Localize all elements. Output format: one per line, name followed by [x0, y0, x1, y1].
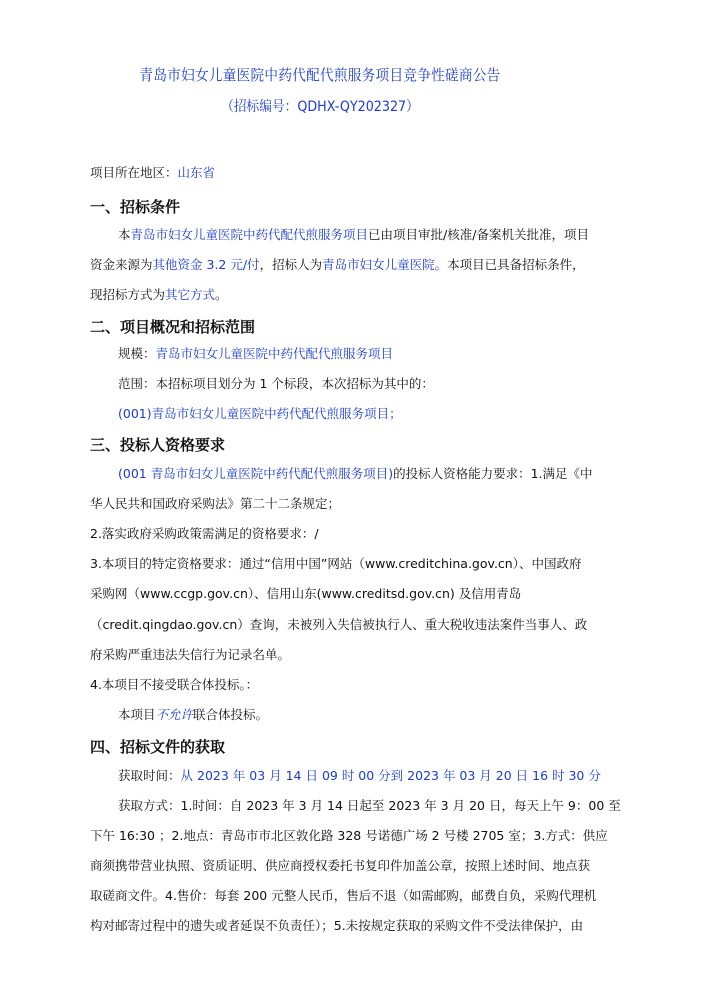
acquire-time-line: [118, 767, 601, 785]
section3-line-8: 4.本项目不接受联合体投标。：: [90, 677, 259, 692]
scope-line: 范围：本招标项目划分为 1 个标段，本次招标为其中的：: [118, 376, 434, 391]
scale-value: 青岛市妇女儿童医院中药代配代煎服务项目: [155, 346, 394, 361]
text-span: 本: [118, 227, 131, 242]
section1-line-3: [90, 286, 228, 304]
text-span: ，招标人为: [259, 257, 323, 272]
text-span: 。本项目已具备招标条件，: [434, 257, 585, 272]
section3-line-2: 华人民共和国政府采购法》第二十二条规定；: [90, 496, 341, 511]
section3-line-6: （credit.qingdao.gov.cn）查询，未被列入失信被执行人、重大税收违法案件当事人、政: [90, 617, 588, 632]
section3-line-5: 采购网（www.ccgp.gov.cn）、信用山东(www.creditsd.gov.cn) 及信用青岛: [90, 586, 522, 601]
method-line-5: 构对邮寄过程中的遗失或者延误不负责任）；5.未按规定获取的采购文件不受法律保护，由: [90, 918, 584, 933]
method-line-2: 下午 16:30 ；2.地点：青岛市市北区敦化路 328 号诺德广场 2 号楼 2705 室；3.方式：供应: [90, 828, 608, 843]
text-span: 现招标方式为: [90, 287, 166, 302]
text-span: 。: [215, 287, 228, 302]
region-label: 项目所在地区：: [90, 165, 178, 180]
text-span: 本项目: [118, 707, 156, 722]
section-heading-2: 二、项目概况和招标范围: [90, 318, 256, 336]
text-span: 联合体投标。: [193, 707, 269, 722]
region-line: [90, 164, 215, 182]
bid-method: 其它方式: [165, 287, 216, 302]
section3-line-3: 2.落实政府采购政策需满足的资格要求：/: [90, 526, 319, 541]
section3-line-1: [118, 465, 593, 483]
method-line-4: 取磋商文件。4.售价：每套 200 元整人民币，售后不退（如需邮购，邮费自负，采购代理机: [90, 888, 597, 903]
lot-reference: (001 青岛市妇女儿童医院中药代配代煎服务项目): [118, 466, 394, 481]
text-span: 资金来源为: [90, 257, 153, 272]
tenderer-name: 青岛市妇女儿童医院: [322, 257, 435, 272]
region-value: 山东省: [177, 165, 216, 180]
text-span: 已由项目审批/核准/备案机关批准，项目: [368, 227, 589, 242]
time-value: 从 2023 年 03 月 14 日 09 时 00 分到 2023 年 03 月 20 日 16 时 30 分: [180, 768, 601, 783]
section-heading-3: 三、投标人资格要求: [90, 436, 226, 454]
section3-line-9: [118, 706, 268, 724]
time-label: 获取时间：: [118, 768, 181, 783]
section-heading-1: 一、招标条件: [90, 198, 181, 216]
section3-line-7: 府采购严重违法失信行为记录名单。: [90, 647, 291, 662]
section3-line-4: 3.本项目的特定资格要求：通过“信用中国”网站（www.creditchina.gov.cn）、中国政府: [90, 556, 582, 571]
project-name: 青岛市妇女儿童医院中药代配代煎服务项目: [130, 227, 369, 242]
bid-code: （招标编号：QDHX-QY202327）: [221, 99, 419, 115]
joint-bid-status: 不允许: [155, 707, 194, 722]
section1-line-1: [118, 226, 589, 244]
lot-line: (001)青岛市妇女儿童医院中药代配代煎服务项目；: [118, 406, 402, 421]
method-line-1: 获取方式：1.时间：自 2023 年 3 月 14 日起至 2023 年 3 月 20 日，每天上午 9：00 至: [118, 798, 621, 813]
text-span: 的投标人资格能力要求：1.满足《中: [393, 466, 593, 481]
method-line-3: 商须携带营业执照、资质证明、供应商授权委托书复印件加盖公章，按照上述时间、地点获: [90, 858, 591, 873]
page-title: 青岛市妇女儿童医院中药代配代煎服务项目竞争性磋商公告: [139, 66, 501, 84]
section1-line-2: [90, 256, 585, 274]
section-heading-4: 四、招标文件的获取: [90, 738, 226, 756]
scale-line: [118, 345, 393, 363]
scale-label: 规模：: [118, 346, 156, 361]
fund-source: 其他资金 3.2 元/付: [152, 257, 260, 272]
